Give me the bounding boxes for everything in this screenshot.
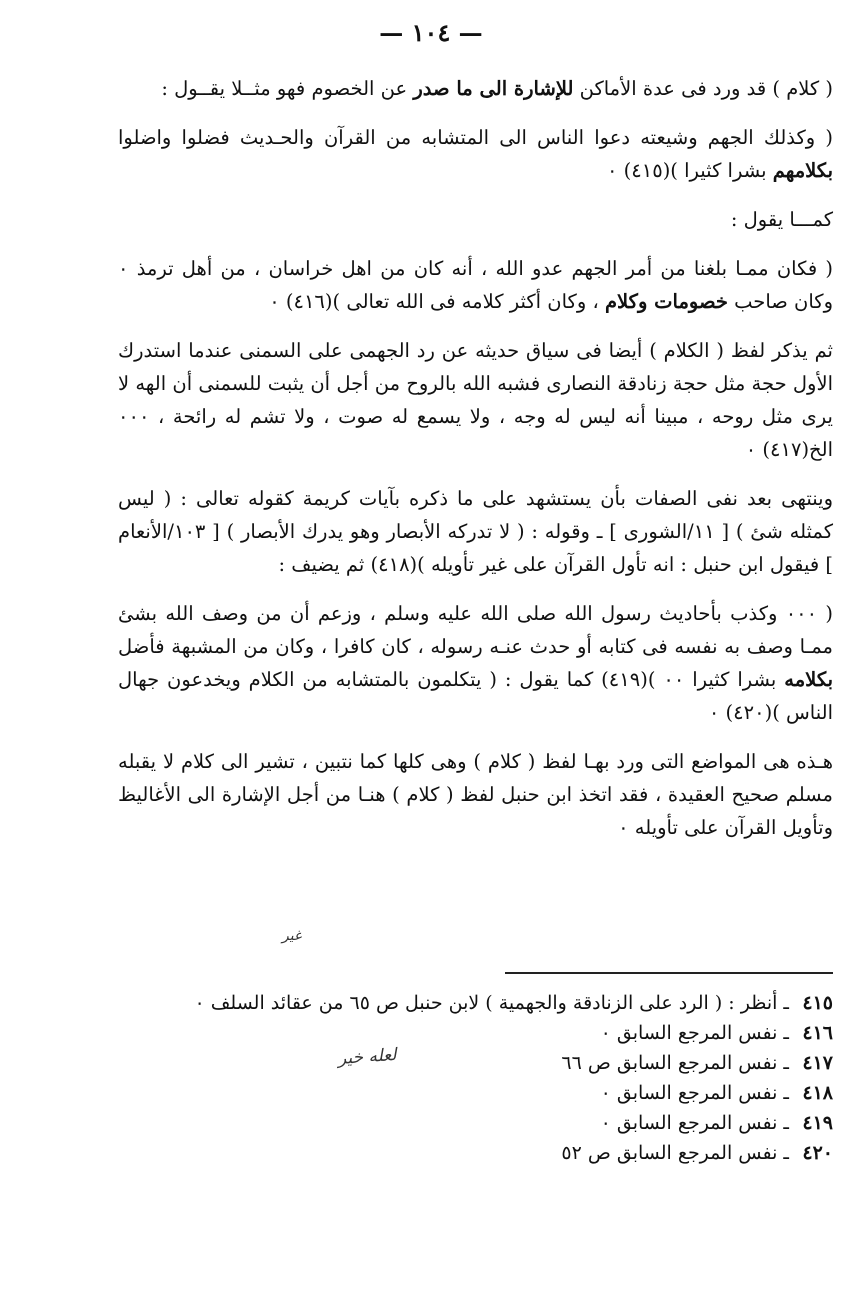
page-number: — ١٠٤ — (379, 18, 483, 47)
footnote (118, 1078, 833, 1108)
body-text (118, 72, 833, 860)
footnote-number: ٤١٧ (802, 1052, 833, 1074)
footnote (118, 988, 833, 1018)
footnote (118, 1138, 833, 1168)
text-segment: عن الخصوم فهو مثــلا يقــول : (161, 77, 414, 100)
bold-segment: بكلامه (784, 668, 834, 691)
text-segment: ( كلام ) قد ورد فى عدة الأماكن (573, 77, 833, 100)
footnote-text: ـ نفس المرجع السابق ٠ (600, 1112, 789, 1134)
text-segment: ( ٠٠٠ وكذب بأحاديث رسول الله صلى الله عليه وسلم ، وزعم أن من وصف الله بشئ ممـا وصف به نفسه فى كتابه أو حدث عنـه رسوله ، كان كافرا ، وكان من المشبهة فأضل (118, 602, 833, 658)
footnotes (118, 988, 833, 1168)
bold-segment: للإشارة الى ما صدر (413, 77, 574, 100)
footnote-number: ٤١٥ (802, 992, 833, 1014)
text-segment: كمـــا يقول : (730, 208, 833, 231)
footnote-text: ـ نفس المرجع السابق ٠ (600, 1082, 789, 1104)
footnote-number: ٤١٦ (802, 1022, 833, 1044)
footnote-text: ـ نفس المرجع السابق ص ٦٦ (561, 1052, 789, 1074)
quote-paragraph (118, 252, 833, 318)
text-segment: هـذه هى المواضع التى ورد بهـا لفظ ( كلام ) وهى كلها كما نتبين ، تشير الى كلام لا يقبله مسلم صحيح العقيدة ، فقد اتخذ ابن حنبل لفظ ( كلام ) هنـا من أجل الإشارة الى الأغاليظ وتأويل القرآن على تأويله ٠ (118, 750, 833, 839)
paragraph (118, 334, 833, 466)
paragraph (118, 482, 833, 581)
text-segment: ، وكان أكثر كلامه فى الله تعالى )(٤١٦) ٠ (269, 290, 605, 313)
text-segment: بشرا كثيرا )(٤١٥) ٠ (606, 159, 773, 182)
footnote-text: ـ نفس المرجع السابق ٠ (600, 1022, 789, 1044)
paragraph (118, 203, 833, 236)
footnote (118, 1048, 833, 1078)
quote-paragraph (118, 121, 833, 187)
footnote-number: ٤١٩ (802, 1112, 833, 1134)
footnote-number: ٤٢٠ (802, 1142, 833, 1164)
bold-segment: خصومات وكلام (604, 290, 728, 313)
text-segment: وينتهى بعد نفى الصفات بأن يستشهد على ما ذكره بآيات كريمة كقوله تعالى : ( ليس كمثله شئ ) [ ١١/الشورى ] ـ وقوله : ( لا تدركه الأبصار وهو يدرك الأبصار ) [ ١٠٣/الأنعام ] فيقول ابن حنبل : انه تأول القرآن على غير تأويله )(٤١٨) ثم يضيف : (118, 487, 833, 576)
footnote-text: ـ أنظر : ( الرد على الزنادقة والجهمية ) لابن حنبل ص ٦٥ من عقائد السلف ٠ (194, 992, 789, 1014)
footnote-text: ـ نفس المرجع السابق ص ٥٢ (561, 1142, 789, 1164)
paragraph (118, 72, 833, 105)
quote-paragraph (118, 597, 833, 729)
text-segment: ثم يذكر لفظ ( الكلام ) أيضا فى سياق حديثه عن رد الجهمى على السمنى عندما استدرك الأول حجة مثل حجة زنادقة النصارى فشبه الله بالروح من أجل أن يثبت للسمنى أن الهه لا يرى مثل روحه ، مبينا أنه ليس له وجه ، ولا يسمع له صوت ، ولا تشم له رائحة ، ٠٠٠ الخ(٤١٧) ٠ (118, 339, 833, 461)
footnote-divider (505, 972, 833, 974)
text-segment: ( فكان ممـا بلغنا من أمر الجهم عدو الله ، أنه كان من اهل خراسان ، من أهل ترمذ ٠ وكان صاحب (118, 257, 833, 313)
handwritten-note: لعله خير (337, 1044, 398, 1070)
footnote-number: ٤١٨ (802, 1082, 833, 1104)
handwritten-margin-word: غير (282, 928, 302, 944)
footnote (118, 1108, 833, 1138)
text-segment: بشرا كثيرا ٠٠ )(٤١٩) كما يقول : ( يتكلمون بالمتشابه من الكلام ويخدعون جهال الناس )(٤٢٠) ٠ (118, 668, 833, 724)
bold-segment: بكلامهم (772, 159, 833, 182)
footnote (118, 1018, 833, 1048)
text-segment: ( وكذلك الجهم وشيعته دعوا الناس الى المتشابه من القرآن والحـديث فضلوا واضلوا (118, 126, 833, 149)
paragraph (118, 745, 833, 844)
